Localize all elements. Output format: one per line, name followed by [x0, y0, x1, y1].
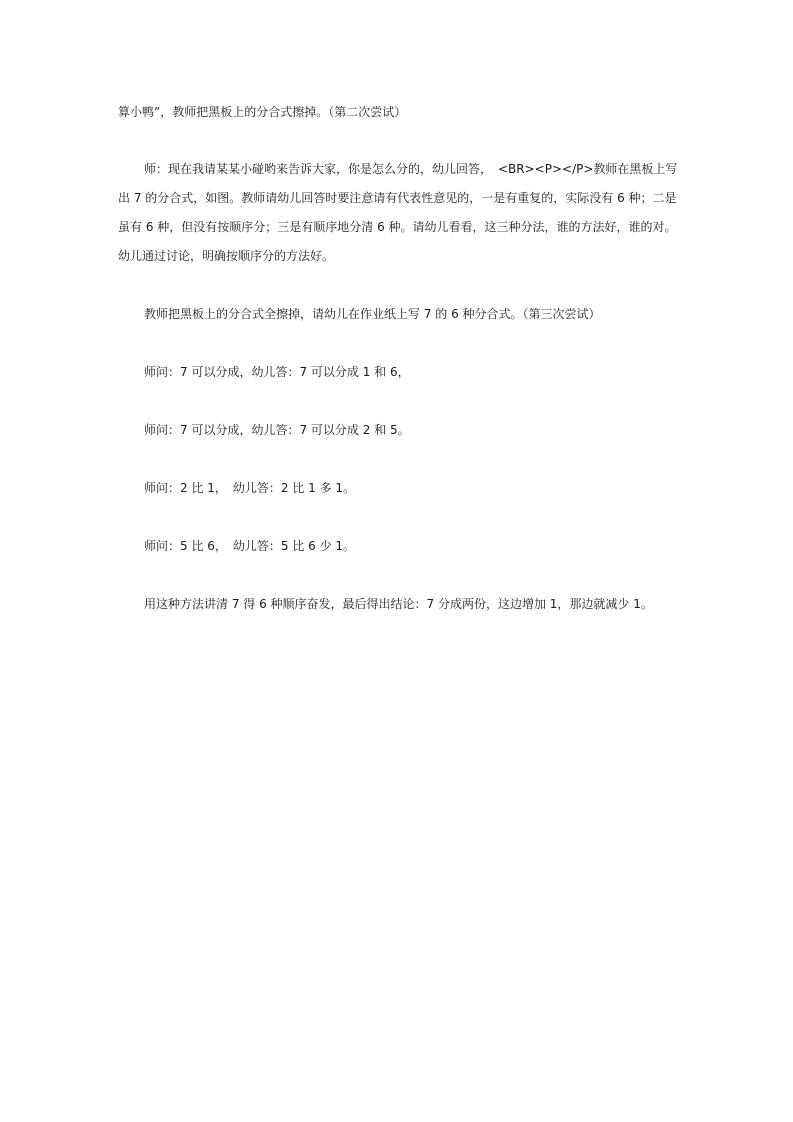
paragraph-conclusion: 用这种方法讲清 7 得 6 种顺序奋发，最后得出结论：7 分成两份，这边增加 1，那边就减少 1。 [144, 597, 653, 611]
paragraph-dialogue-3: 师问：2 比 1， 幼儿答：2 比 1 多 1。 [144, 481, 356, 495]
paragraph-third-attempt: 教师把黑板上的分合式全擦掉，请幼儿在作业纸上写 7 的 6 种分合式。（第三次尝试） [144, 307, 601, 321]
paragraph-teacher-explanation: 师：现在我请某某小碰哟来告诉大家，你是怎么分的，幼儿回答， <BR><P></P>教师在黑板上写出 7 的分合式，如图。教师请幼儿回答时要注意请有代表性意见的，一是有重复的，实际没有 6 种；二是虽有 6 种，但没有按顺序分；三是有顺序地分清 6 种。请幼儿看看，这三种分法，谁的方法好，谁的对。幼儿通过讨论，明确按顺序分的方法好。 [118, 162, 678, 263]
paragraph-dialogue-4: 师问：5 比 6， 幼儿答：5 比 6 少 1。 [144, 539, 356, 553]
paragraph-dialogue-1: 师问：7 可以分成，幼儿答：7 可以分成 1 和 6， [144, 365, 410, 379]
paragraph-dialogue-2: 师问：7 可以分成，幼儿答：7 可以分成 2 和 5。 [144, 423, 410, 437]
paragraph-second-attempt: 算小鸭”，教师把黑板上的分合式擦掉。（第二次尝试） [118, 105, 407, 119]
